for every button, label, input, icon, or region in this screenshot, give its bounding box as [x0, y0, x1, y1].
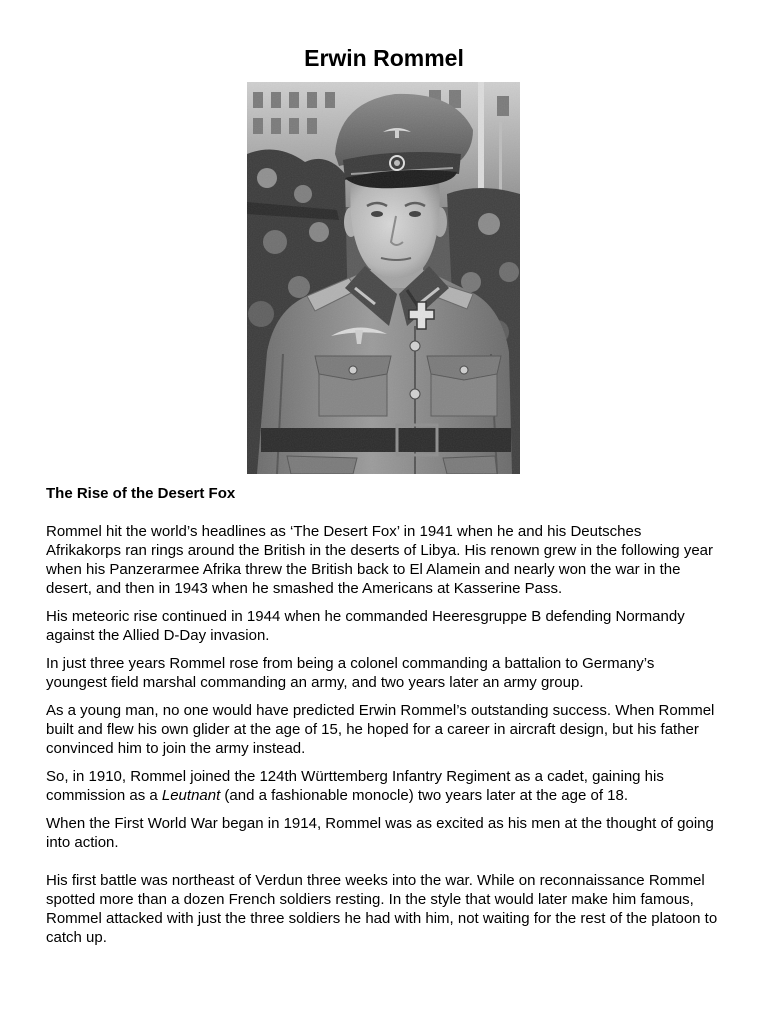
portrait-photo — [247, 82, 520, 474]
portrait-image — [247, 82, 520, 474]
paragraph-3: In just three years Rommel rose from being a colonel commanding a battalion to Germany’s youngest field marshal commanding an army, and two years later an army group. — [46, 655, 655, 691]
document-title: Erwin Rommel — [304, 45, 464, 71]
paragraph-4: As a young man, no one would have predicted Erwin Rommel’s outstanding success. When Rommel built and flew his own glider at the age of 15, he hoped for a career in aircraft design, but his father convinced him to join the army instead. — [46, 702, 715, 757]
paragraph-5-text-start: So, in 1910, Rommel joined the 124th Württemberg Infantry Regiment as a cadet, gaining his commission as a — [46, 768, 664, 804]
paragraph-6: When the First World War began in 1914, Rommel was as excited as his men at the thought of going into action. — [46, 815, 714, 851]
italic-term-leutnant: Leutnant — [161, 787, 221, 804]
paragraph-2: His meteoric rise continued in 1944 when he commanded Heeresgruppe B defending Normandy against the Allied D-Day invasion. — [46, 608, 685, 644]
paragraph-1: Rommel hit the world’s headlines as ‘The Desert Fox’ in 1941 when he and his Deutsches Afrikakorps ran rings around the British in the deserts of Libya. His renown grew in the following year when his Panzerarmee Afrika threw the British back to El Alamein and nearly won the war in the desert, and then in 1943 when he smashed the Americans at Kasserine Pass. — [46, 523, 713, 597]
paragraph-5-text-end: (and a fashionable monocle) two years later at the age of 18. — [220, 787, 629, 804]
article-body — [46, 522, 718, 956]
paragraph-5 — [46, 767, 718, 805]
section-heading: The Rise of the Desert Fox — [46, 485, 236, 502]
paragraph-7: His first battle was northeast of Verdun three weeks into the war. While on reconnaissance Rommel spotted more than a dozen French soldiers resting. In the style that would later make him famous, Rommel attacked with just the three soldiers he had with him, not waiting for the rest of the platoon to catch up. — [46, 872, 718, 946]
